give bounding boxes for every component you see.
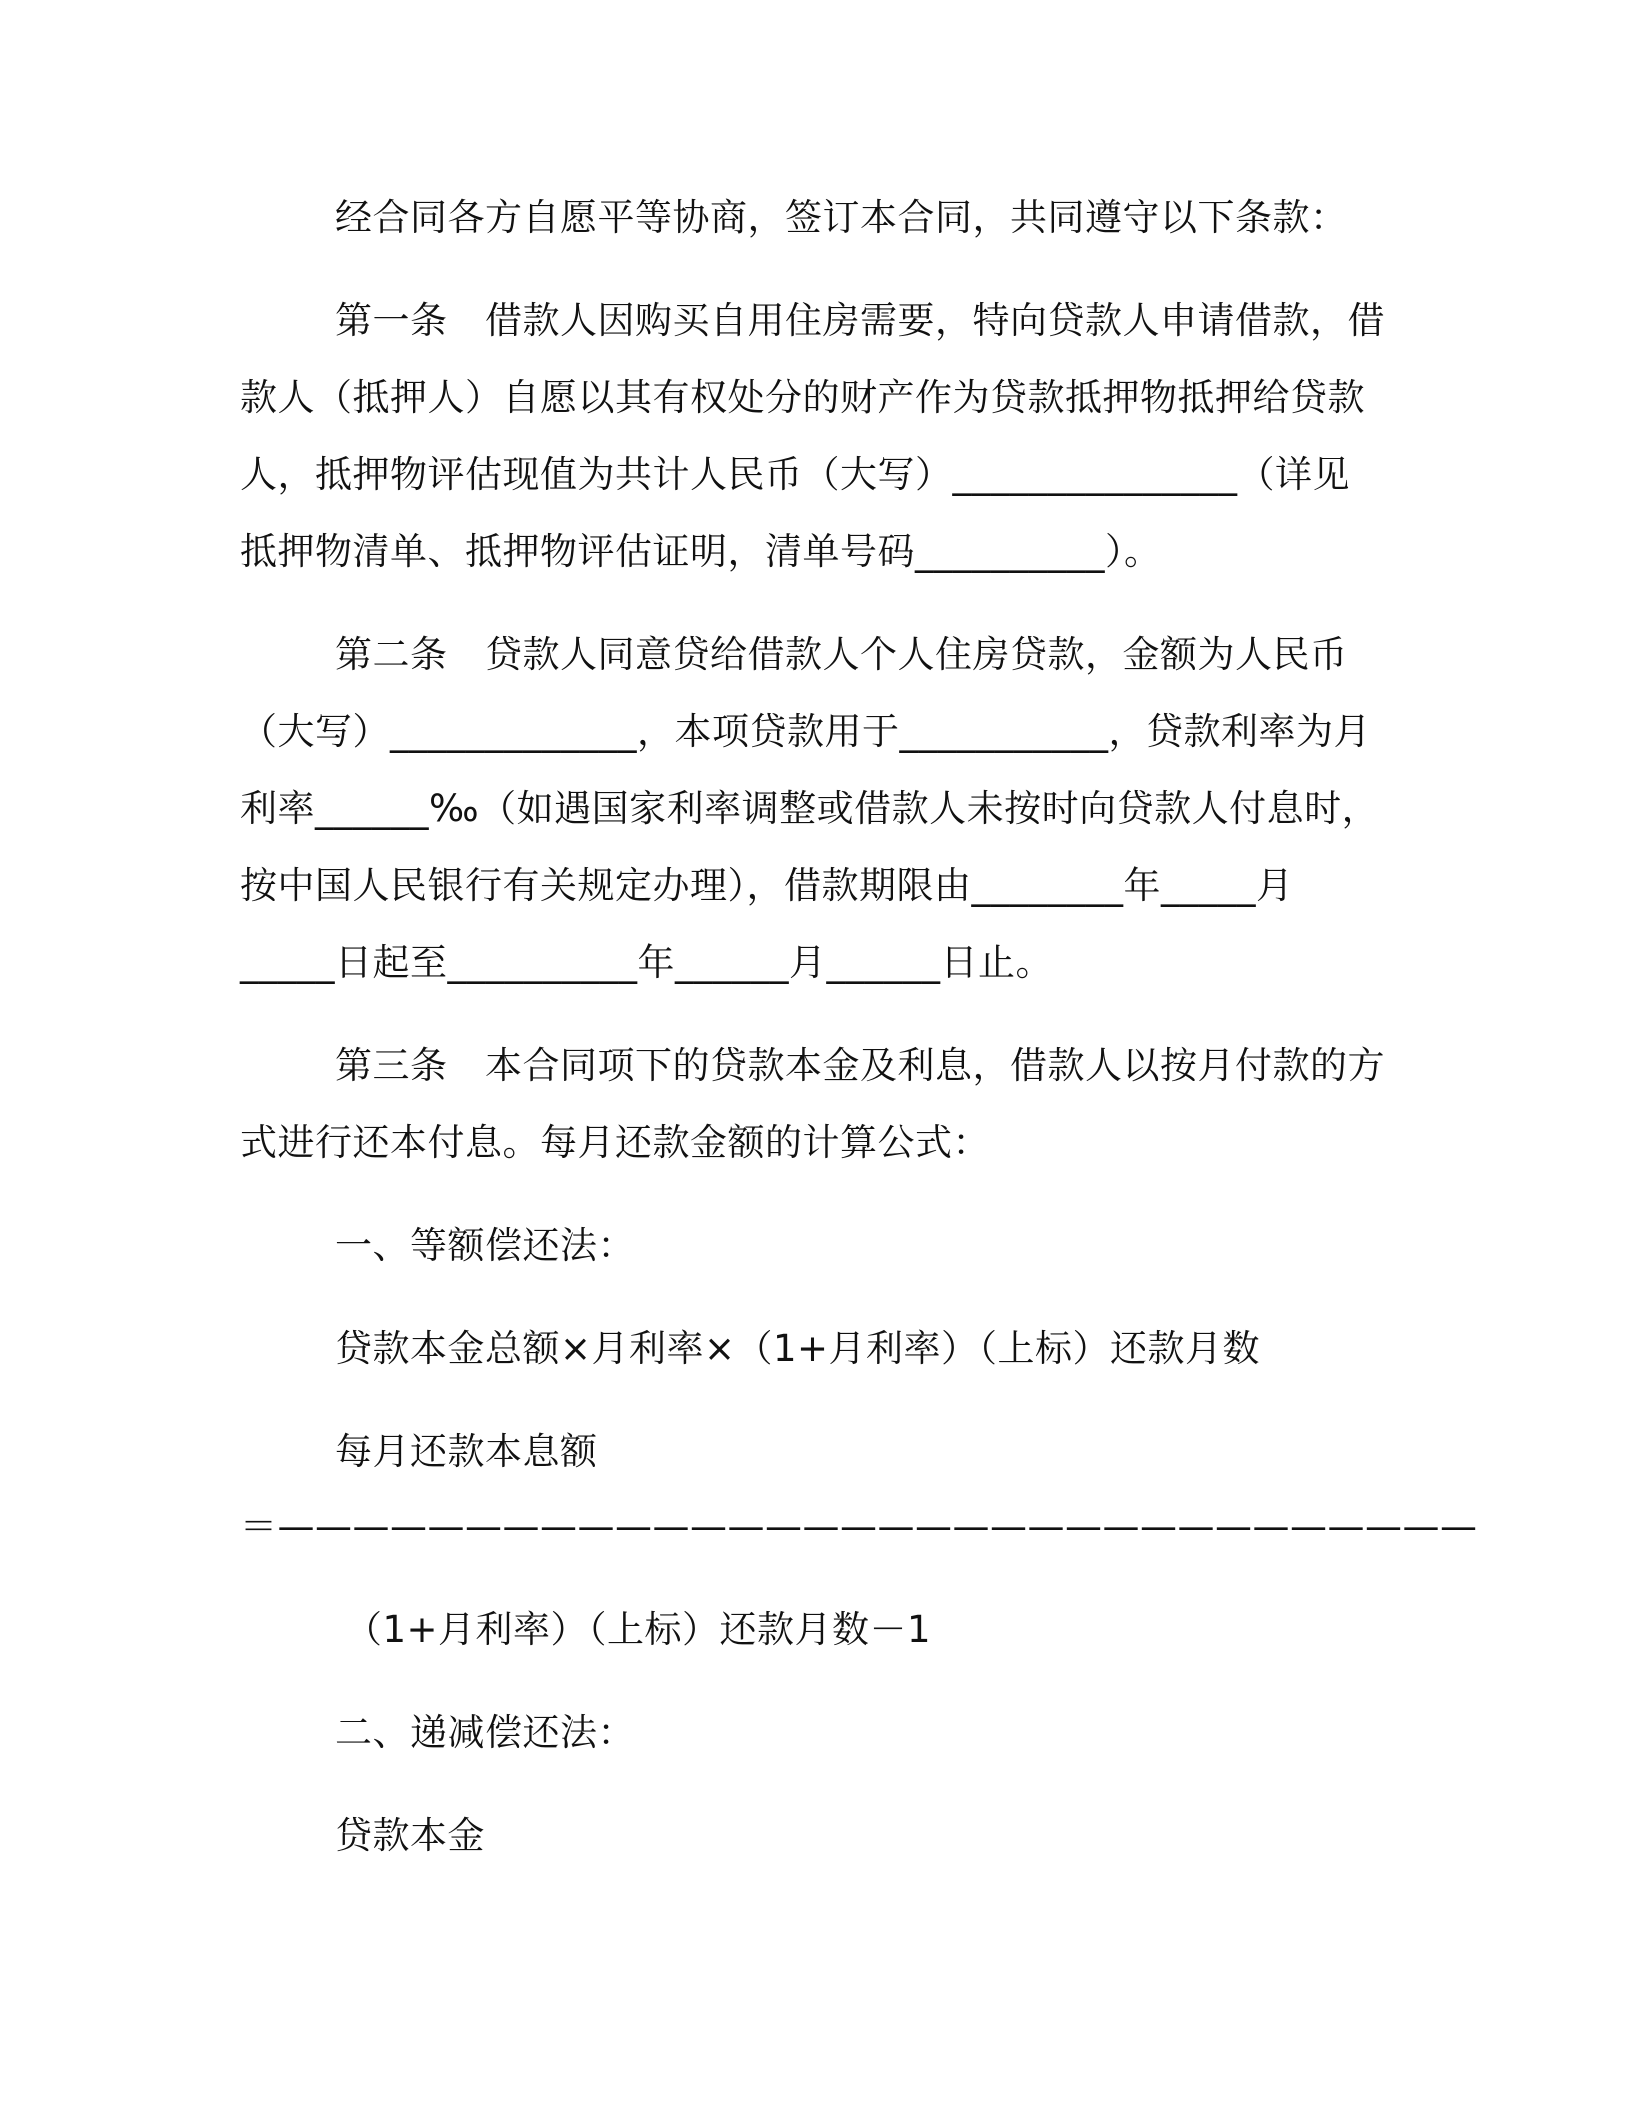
article3-line2: 式进行还本付息。每月还款金额的计算公式： [240,1121,990,1164]
formula-label: 每月还款本息额 [335,1430,598,1473]
formula-denominator: （1+月利率）（上标）还款月数－1 [345,1608,932,1651]
article1-line3: 人，抵押物评估现值为共计人民币（大写）_______________（详见 [240,453,1350,496]
method2-text: 贷款本金 [335,1814,485,1857]
method1-heading: 一、等额偿还法： [335,1224,635,1267]
formula-fraction-bar: ＝———————————————————————————————— [240,1505,1478,1548]
article2-line3: 利率______‰（如遇国家利率调整或借款人未按时向贷款人付息时， [240,787,1380,830]
formula-numerator: 贷款本金总额×月利率×（1+月利率）（上标）还款月数 [335,1327,1261,1370]
method2-heading: 二、递减偿还法： [335,1711,635,1754]
article1-line2: 款人（抵押人）自愿以其有权处分的财产作为贷款抵押物抵押给贷款 [240,376,1365,419]
article3-line1: 第三条 本合同项下的贷款本金及利息，借款人以按月付款的方 [335,1044,1385,1087]
article2-line1: 第二条 贷款人同意贷给借款人个人住房贷款，金额为人民币 [335,633,1348,676]
article2-line5: _____日起至__________年______月______日止。 [240,941,1053,984]
preamble: 经合同各方自愿平等协商，签订本合同，共同遵守以下条款： [335,196,1348,239]
article1-line4: 抵押物清单、抵押物评估证明，清单号码__________）。 [240,530,1162,573]
article1-line1: 第一条 借款人因购买自用住房需要，特向贷款人申请借款，借 [335,299,1385,342]
article2-line4: 按中国人民银行有关规定办理），借款期限由________年_____月 [240,864,1294,907]
article2-line2: （大写）_____________，本项贷款用于___________，贷款利率为月 [240,710,1371,753]
